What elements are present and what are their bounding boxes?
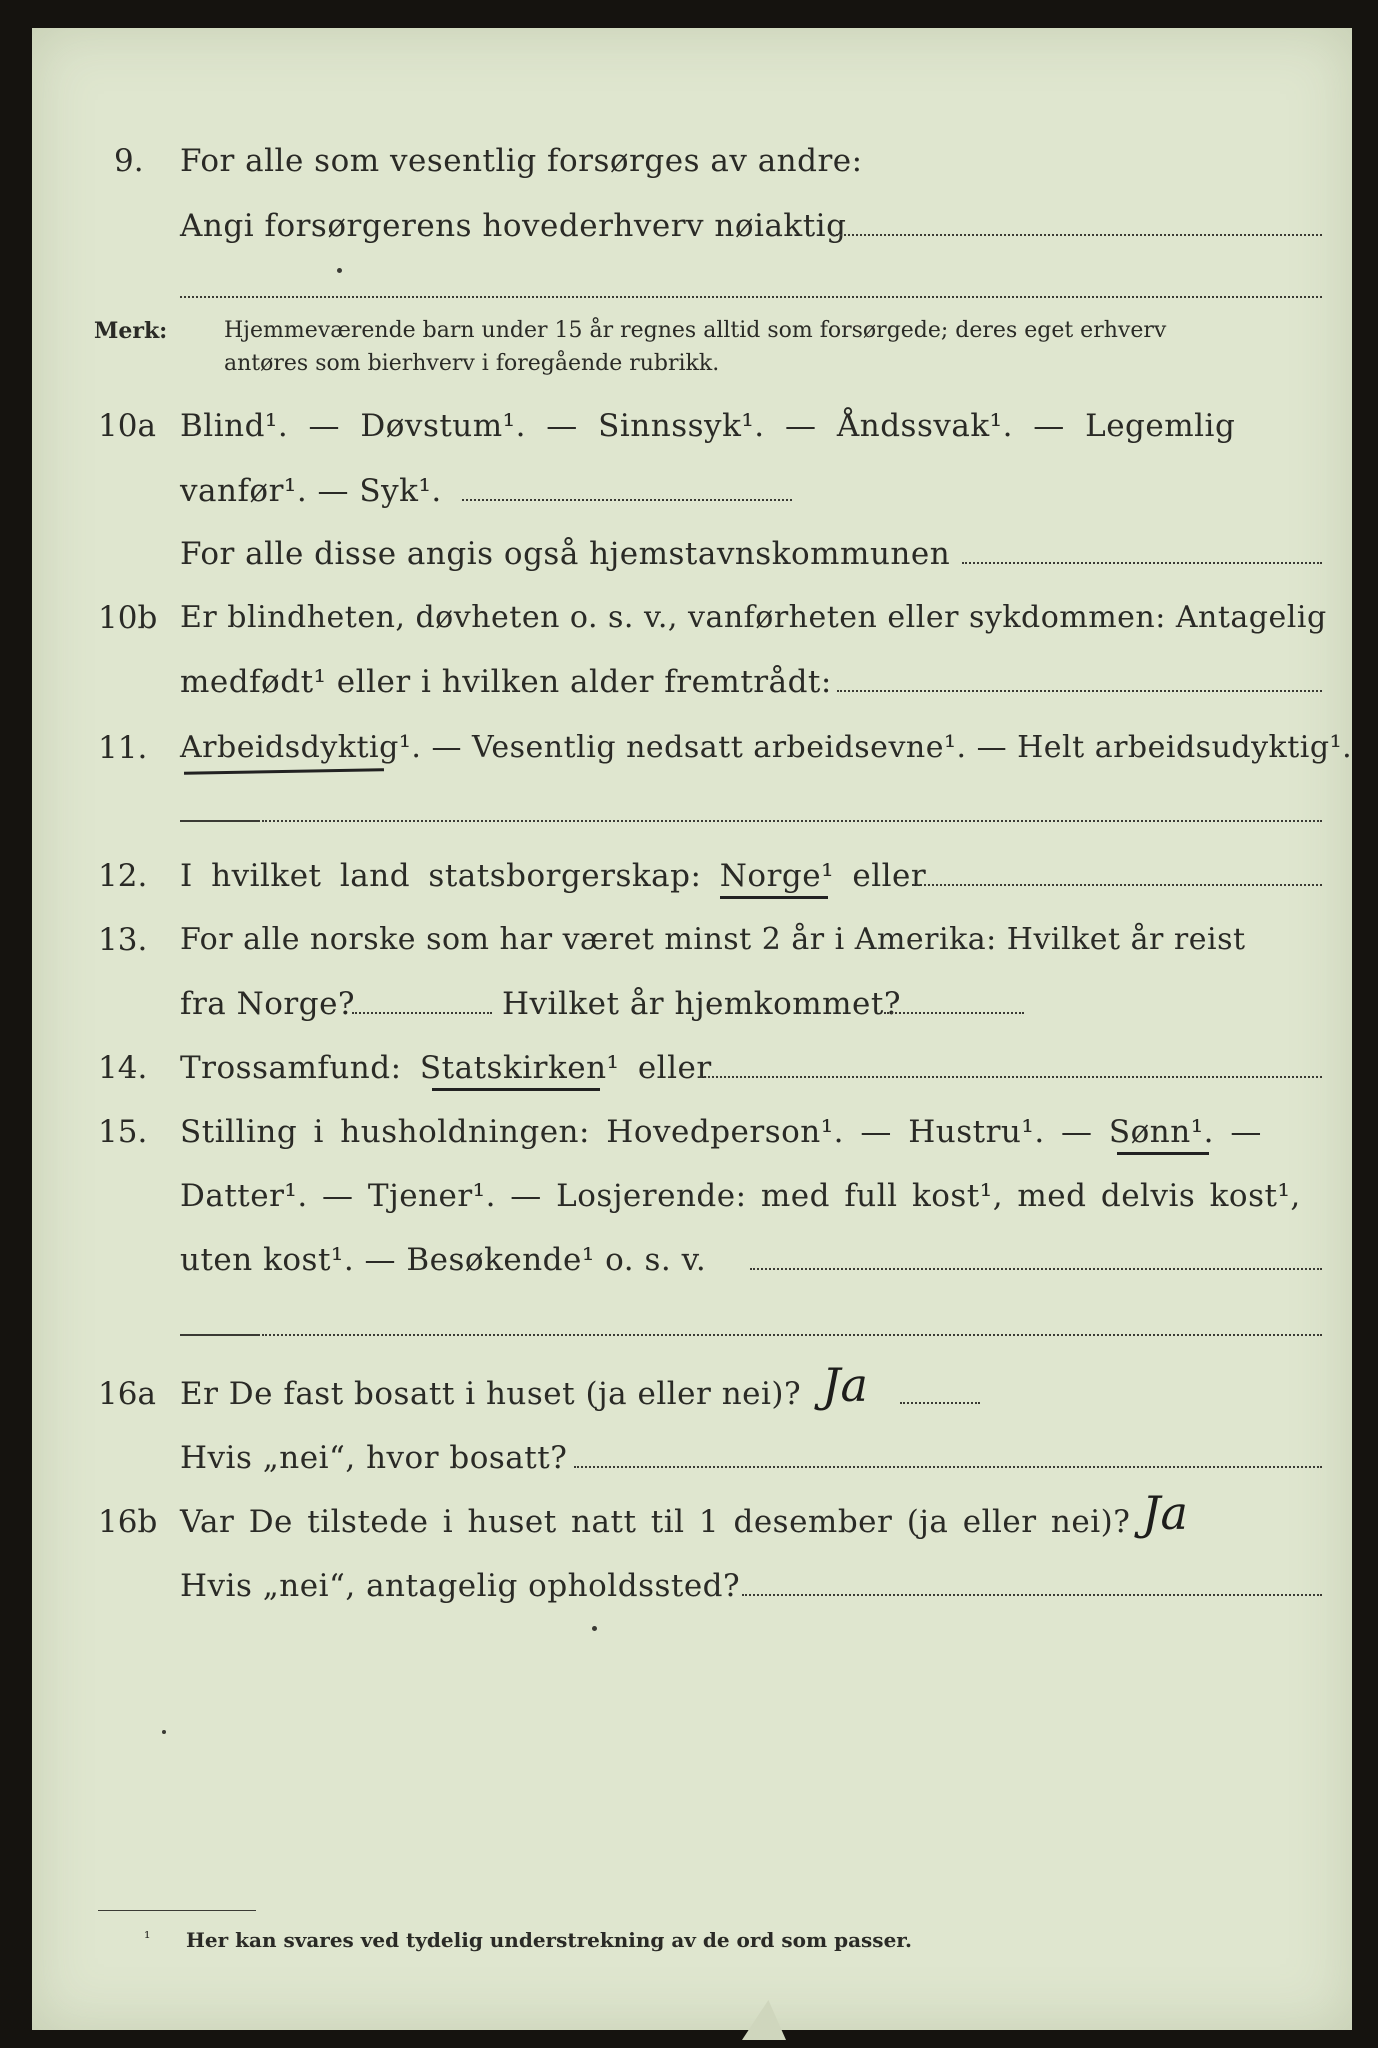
q13-text-line1: For alle norske som har været minst 2 år i Amerika: Hvilket år reist xyxy=(180,922,1246,957)
q13-year-returned-field[interactable] xyxy=(884,1012,1024,1014)
q10b-answer-field[interactable] xyxy=(837,690,1322,692)
q9-number: 9. xyxy=(114,143,144,179)
q15-answer-field-2[interactable] xyxy=(262,1334,1322,1336)
q11-number: 11. xyxy=(98,730,148,766)
q11-handwritten-underline xyxy=(184,768,384,774)
ink-dot xyxy=(337,268,342,273)
q16b-whereabouts-field[interactable] xyxy=(742,1594,1322,1596)
q16b-text-line1: Var De tilstede i huset natt til 1 desember (ja eller nei)? xyxy=(180,1504,1131,1540)
q16b-handwritten-answer: Ja xyxy=(1142,1486,1188,1540)
merk-text-line2: antøres som bierhverv i foregående rubrikk. xyxy=(224,351,720,376)
ink-dot xyxy=(162,1730,166,1734)
q16a-answer-field[interactable] xyxy=(900,1402,980,1404)
q10b-number: 10b xyxy=(98,600,158,636)
q15-answer-field[interactable] xyxy=(750,1268,1322,1270)
q10a-number: 10a xyxy=(98,408,156,444)
q16a-handwritten-answer: Ja xyxy=(822,1358,868,1412)
paper-tear xyxy=(742,2000,786,2040)
q10a-text-line3: For alle disse angis også hjemstavnskommunen xyxy=(180,536,951,572)
q15-number: 15. xyxy=(98,1114,148,1150)
q10b-text-line2: medfødt¹ eller i hvilken alder fremtrådt: xyxy=(180,664,832,700)
census-form-page xyxy=(32,28,1352,2030)
q12-number: 12. xyxy=(98,858,148,894)
q13-year-left-field[interactable] xyxy=(352,1012,492,1014)
footnote-rule xyxy=(98,1910,256,1911)
q10b-text-line1: Er blindheten, døvheten o. s. v., vanførheten eller sykdommen: Antagelig xyxy=(180,600,1327,635)
q11-text-line1: Arbeidsdyktig¹. — Vesentlig nedsatt arbeidsevne¹. — Helt arbeidsudyktig¹. xyxy=(180,730,1353,765)
merk-label: Merk: xyxy=(94,318,168,344)
merk-text-line1: Hjemmeværende barn under 15 år regnes alltid som forsørgede; deres eget erhverv xyxy=(224,318,1167,343)
q16b-text-line2: Hvis „nei“, antagelig opholdssted? xyxy=(180,1568,741,1604)
q11-answer-field[interactable] xyxy=(262,820,1322,822)
q10a-answer-field[interactable] xyxy=(462,499,792,501)
footnote-mark: ¹ xyxy=(144,1928,151,1947)
q9-answer-field-2[interactable] xyxy=(180,296,1322,298)
q16a-text-line1: Er De fast bosatt i huset (ja eller nei)? xyxy=(180,1376,802,1412)
q16a-text-line2: Hvis „nei“, hvor bosatt? xyxy=(180,1440,568,1476)
q15-text-line1: Stilling i husholdningen: Hovedperson¹. — Hustru¹. — Sønn¹. — xyxy=(180,1114,1262,1150)
footnote-text: Her kan svares ved tydelig understrekning av de ord som passer. xyxy=(186,1928,912,1952)
q13-text-line2b: Hvilket år hjemkommet? xyxy=(502,986,901,1022)
q14-number: 14. xyxy=(98,1050,148,1086)
q16b-number: 16b xyxy=(98,1504,158,1540)
q14-text-line1: Trossamfund: Statskirken¹ eller xyxy=(180,1050,712,1086)
q9-text-line1: For alle som vesentlig forsørges av andre: xyxy=(180,143,863,179)
q16a-number: 16a xyxy=(98,1376,156,1412)
q15-text-line3: uten kost¹. — Besøkende¹ o. s. v. xyxy=(180,1242,707,1278)
q12-handwritten-underline xyxy=(720,896,828,899)
q13-number: 13. xyxy=(98,922,148,958)
q9-answer-field[interactable] xyxy=(832,234,1322,236)
q9-text-line2: Angi forsørgerens hovederhverv nøiaktig xyxy=(180,208,847,244)
q15-handwritten-underline xyxy=(1117,1152,1209,1155)
q14-answer-field[interactable] xyxy=(700,1076,1322,1078)
q10a-text-line1: Blind¹. — Døvstum¹. — Sinnssyk¹. — Åndssvak¹. — Legemlig xyxy=(180,408,1236,444)
q12-text-line1: I hvilket land statsborgerskap: Norge¹ eller xyxy=(180,858,927,894)
q12-answer-field[interactable] xyxy=(912,884,1322,886)
q11-answer-field-start xyxy=(180,820,260,822)
q10a-text-line2: vanfør¹. — Syk¹. xyxy=(180,473,442,509)
q16a-residence-field[interactable] xyxy=(574,1466,1322,1468)
q14-handwritten-underline xyxy=(432,1088,600,1091)
ink-dot xyxy=(592,1626,597,1631)
q15-text-line2: Datter¹. — Tjener¹. — Losjerende: med full kost¹, med delvis kost¹, xyxy=(180,1178,1301,1214)
q15-answer-field-start xyxy=(180,1334,260,1336)
q10a-home-municipality-field[interactable] xyxy=(962,562,1322,564)
q13-text-line2a: fra Norge? xyxy=(180,986,356,1022)
